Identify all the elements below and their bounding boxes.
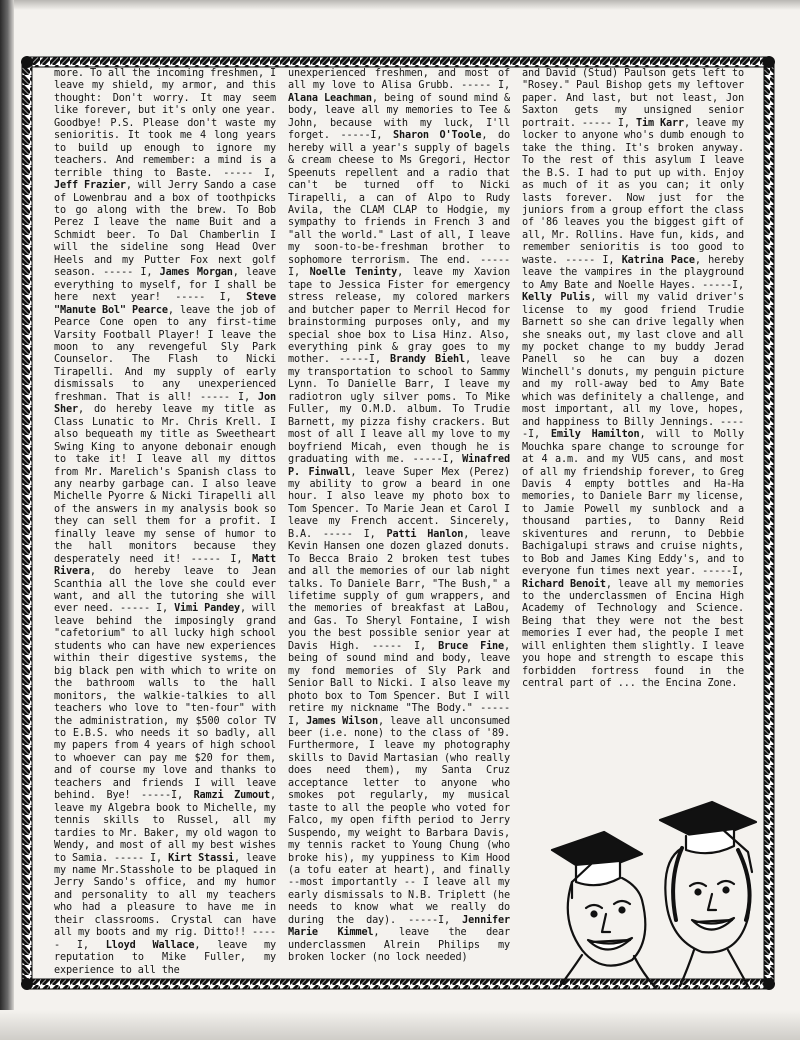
will-text: , being of sound mind and body, leave my fond memories of Sly Park and Senior Ball to Nicki. I also leave my photo box to Tom Spencer. But I will retire my nickname "The Body." ----- I, — [288, 640, 510, 727]
will-text: unexperienced freshmen, and most of all my love to Alisa Grubb. ----- I, — [288, 68, 510, 92]
article-paragraph — [54, 68, 276, 977]
senior-name: James Wilson — [306, 715, 378, 727]
will-text: , leave everything to myself, for I shall be here next year! ----- I, — [54, 267, 276, 304]
senior-name: Kelly Pulis — [522, 292, 591, 304]
senior-name: Jeff Frazier — [54, 180, 126, 192]
will-text: more. To all the incoming freshmen, I leave my shield, my armor, and this thought: Don't worry. It may seem like forever, but it's only one year. Goodbye! P.S. Please don't waste my senioritis. It took me 4 long years to build up enough to ignore my teachers. And remember: a mind is a terrible thing to Baste. ----- I, — [54, 68, 276, 179]
will-text: , leave the dear underclassmen Alrein Philips my broken locker (no lock needed) — [288, 927, 510, 964]
will-text: , will Jerry Sando a case of Lowenbrau and a box of toothpicks to go along with the brew. To Bob Perez I leave the name Buit and a Schmidt beer. To Dal Chamberlin I will the sideline song Head Over Heels and my Putter Fox next golf season. ----- I, — [54, 180, 276, 279]
will-text: , leave my Algebra book to Michelle, my tennis skills to Russel, all my tardies to Mr. Baker, my old wagon to Wendy, and most of all my best wishes to Samia. ----- I, — [54, 790, 276, 864]
senior-name: James Morgan — [159, 267, 233, 279]
senior-name: Bruce Fine — [438, 640, 505, 652]
will-text: , do hereby leave my title as Class Lunatic to Mr. Chris Krell. I also bequeath my title as Sweetheart Swing King to anyone debonair enough to take it! I leave all my dittos from Mr. Marelich's Spanish class to any nearby garbage can. I also leave Michelle Pyorre & Nicki Tirapelli all of the answers in my analysis book so they can sell them for a profit. I finally leave my sense of humor to the hall monitors because they desperately need it! ----- I, — [54, 404, 276, 565]
will-text: , will leave behind the imposingly grand "cafetorium" to all lucky high school students who can have new experiences within their digestive systems, the big black pen with which to write on the bathroom walls to the hall monitors, the walkie-talkies to all teachers who love to "ten-four" with the administration, my $500 color TV to E.B.S. who needs it so badly, all my papers from 4 years of high school to whoever can pay me $20 for them, and of course my love and thanks to teachers and friends I will leave behind. Bye! -----I, — [54, 603, 276, 802]
will-text: , do hereby leave to Jean Scanthia all the love she could ever want, and all the tutoring she will ever need. ----- I, — [54, 566, 276, 615]
page-bottom-edge — [0, 1010, 800, 1040]
senior-name: Vimi Pandey — [174, 603, 240, 615]
senior-name: Matt Rivera — [54, 553, 276, 578]
will-text: , leave my reputation to Mike Fuller, my experience to all the — [54, 939, 276, 976]
will-text: , leave the job of Pearce Cone open to any first-time Varsity Football Player! I leave the moon to any revengeful Sly Park Counselor. The Flash to Nicki Tirapelli. And my supply of early dismissals to any unexperienced freshman. That is all! ----- I, — [54, 304, 276, 403]
article-paragraph — [522, 68, 744, 691]
article-paragraph — [288, 68, 510, 965]
senior-name: Sharon O'Toole — [393, 130, 482, 142]
senior-name: Richard Benoit — [522, 578, 606, 590]
senior-name: Patti Hanlon — [386, 528, 464, 540]
senior-name: Noelle Teninty — [309, 267, 398, 279]
will-text: , leave my Xavion tape to Jessica Fister for emergency stress release, my colored markers and butcher paper to Merril Hecod for brainstorming purposes only, and my special shoe box to Lisa Hinz. Also, everything pink & gray goes to my mother. -----I, — [288, 267, 511, 366]
will-text: , leave my name Mr.Stasshole to be plaqued in Jerry Sando's office, and my humor and personality to all my teachers who had a pleasure to have me in their classrooms. Crystal can have all my boots and my rig. Ditto!! ----- I, — [54, 852, 276, 951]
will-text: , do hereby will a year's supply of bagels & cream cheese to Ms Gregori, Hector Speenuts repellent and a radio that can't be turned off to Nicki Tirapelli, a can of Alpo to Rudy Avila, the CLAM CLAP to Hodgie, my sympathy to friends in French 3 and "all the world." Last of all, I leave my soon-to-be-freshman brother to sophomore terrorism. The end. ----- I, — [288, 130, 510, 279]
will-text: , hereby leave the vampires in the playground to Amy Bate and Noelle Hayes. -----I, — [522, 254, 744, 291]
graduates-cartoon-illustration — [542, 790, 772, 990]
page-edge-top — [0, 0, 800, 10]
will-text: , will to Molly Mouchka spare change to scrounge for at 4 a.m. and my VU5 cans, and most of all my friendship forever, to Greg Davis 4 empty bottles and Ha-Ha memories, to Daniele Barr my license, to Jamie Powell my sunblock and a thousand parties, to Danny Reid skiventures and rerunn, to Debbie Bachigalupi straws and cruise nights, to Bob and James King Eddy's, and to everyone fun times next year. -----I, — [522, 429, 744, 578]
will-text: , leave Kevin Hansen one dozen glazed donuts. To Becca Braio 2 broken test tubes and all the memories of our lab night talks. To Daniele Barr, "The Bush," a lifetime supply of gum wrappers, and the memories of breakfast at LaBou, and Gas. To Sheryl Fontaine, I wish you the best possible senior year at Davis High. ----- I, — [288, 528, 510, 652]
article-column-2 — [288, 68, 510, 966]
senior-name: Emily Hamilton — [550, 429, 640, 441]
senior-name: Lloyd Wallace — [105, 939, 195, 951]
page-edge-left — [0, 0, 14, 1040]
senior-name: Winafred P. Finwall — [288, 454, 510, 478]
senior-name: Brandy Biehl — [390, 354, 465, 366]
senior-name: Alana Leachman — [288, 92, 372, 104]
senior-name: Tim Karr — [635, 117, 684, 129]
senior-name: Steve "Manute Bol" Pearce — [54, 292, 276, 316]
article-column-1 — [54, 68, 276, 976]
will-text: , leave all my memories to the underclassmen of Encina High Academy of Technology and Science. Being that they were not the best memories I ever had, the people I met will enlighten them slightly. I leave you hope and strength to escape this forbidden fortress found in the central part of ... the Encina Zone. — [522, 578, 744, 690]
will-text: , leave all unconsumed beer (i.e. none) to the class of '89. Furthermore, I leave my photography skills to David Martasian (who really does need them), my Santa Cruz acceptance letter to anyone who smokes pot regularly, my musical taste to all the people who voted for Falco, my open fifth period to Jerry Suspendo, my weight to Barbara Davis, my tennis racket to Young Chung (who broke his), my yuppiness to Kim Hood (a tofu eater at heart), and finally --most importantly -- I leave all my early dismissals to N.B. Triplett (he needs to know what we really do during the day). -----I, — [288, 715, 510, 926]
will-text: , leave my locker to anyone who's dumb enough to take the thing. It's broken anyway. To the rest of this asylum I leave the B.S. I had to put up with. Enjoy as much of it as you can; it only lasts forever. Now just for the juniors from a group effort the class of '86 leaves you the biggest gift of all, Mr. Rollins. Have fun, kids, and remember senioritis is too good to waste. ----- I, — [522, 117, 744, 266]
will-text: , being of sound mind & body, leave all my memories to Tee & John, because with my luck, I'll forget. -----I, — [288, 92, 510, 142]
will-text: , leave Super Mex (Perez) my ability to grow a beard in one hour. I also leave my photo box to Tom Spencer. To Marie Jean et Carol I leave my French accent. Sincerely, B.A. ----- I, — [288, 466, 510, 540]
decorative-frame — [20, 55, 776, 995]
senior-name: Jennifer Marie Kimmel — [288, 914, 510, 939]
will-text: , leave my transportation to school to Sammy Lynn. To Danielle Barr, I leave my radiotron ugly silver poms. To Mike Fuller, my O.M.D. album. To Trudie Barnett, my pizza fishy crackers. But most of all I leave all my love to my boyfriend Micah, even though he is graduating with me. -----I, — [288, 354, 510, 466]
will-text: , will my valid driver's license to my good friend Trudie Barnett so she can drive legally when she sneaks out, my last clove and all my pocket change to my buddy Jerad Panell so he can buy a dozen Winchell's donuts, my penguin picture and my roll-away bed to Amy Bate which was definitely a challenge, and most important, all my love, hopes, and happiness to Billy Jennings. -----I, — [522, 292, 744, 441]
senior-name: Kirt Stassi — [168, 852, 235, 864]
senior-name: Jon Sher — [54, 391, 276, 416]
senior-name: Ramzi Zumout — [193, 790, 270, 802]
senior-name: Katrina Pace — [621, 254, 695, 266]
will-text: and David (Stud) Paulson gets left to "Rosey." Paul Bishop gets my leftover paper. And last, but not least, Jon Saxton gets my unsigned senior portrait. ----- I, — [522, 68, 744, 129]
